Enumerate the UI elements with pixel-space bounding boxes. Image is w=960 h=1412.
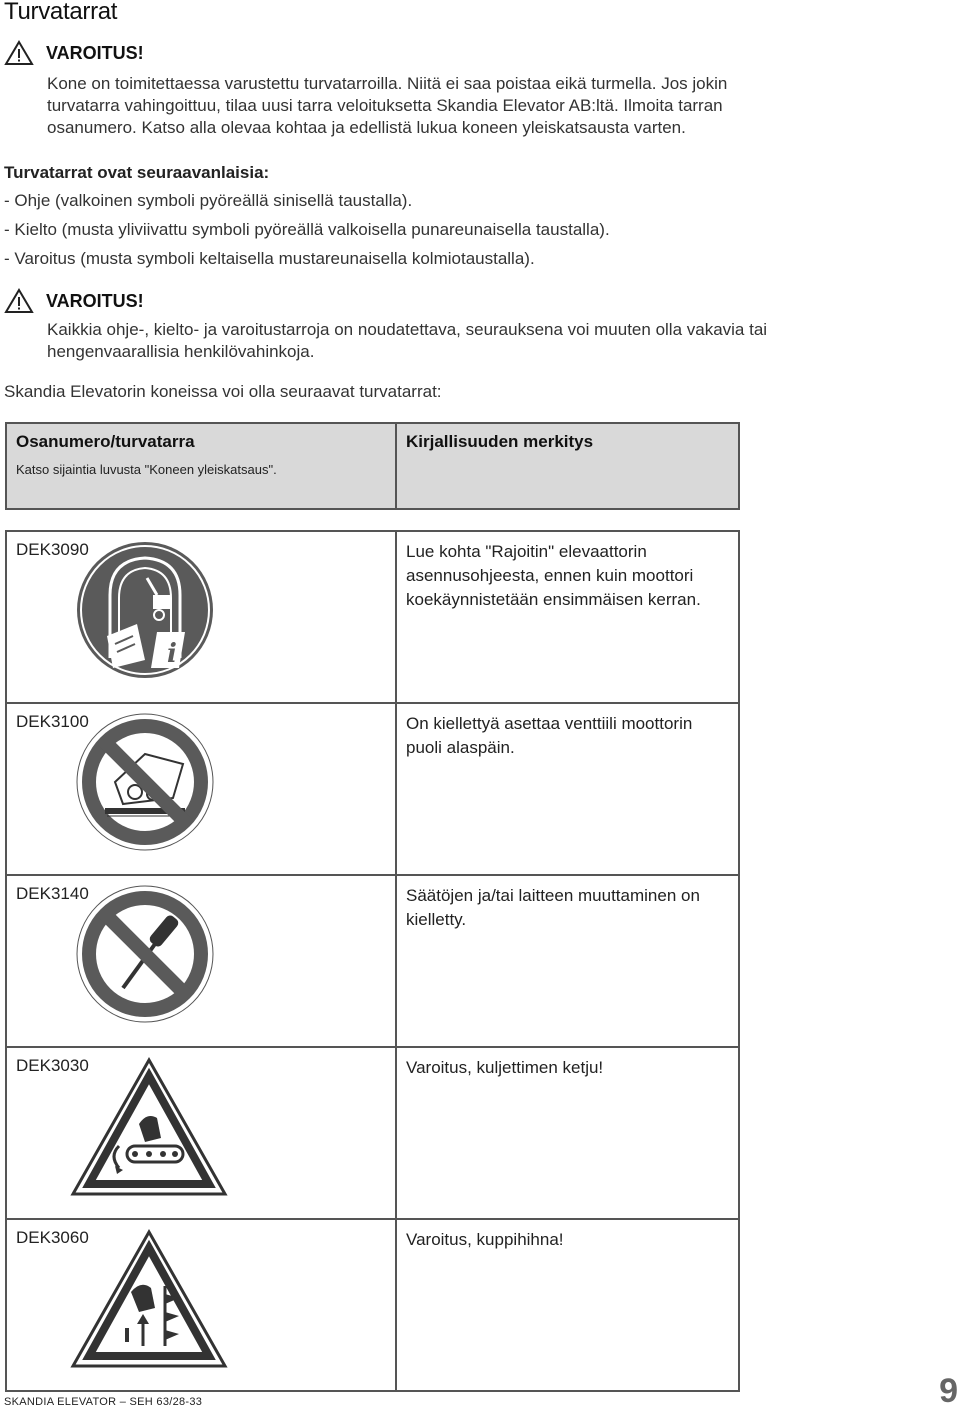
manual-info-icon (75, 540, 215, 680)
warning-line: hengenvaarallisia henkilövahinkoja. (47, 342, 315, 361)
page-number: 9 (939, 1372, 958, 1410)
warning-heading (4, 288, 144, 314)
warning-label: VAROITUS! (46, 290, 144, 311)
warning-label: VAROITUS! (46, 42, 144, 63)
part-cell (6, 531, 396, 703)
part-cell (6, 1219, 396, 1391)
warning-triangle-icon (4, 40, 34, 66)
meaning-text: Säätöjen ja/tai laitteen muuttaminen on kielletty. (406, 886, 700, 929)
table-spacer (6, 509, 739, 531)
warning-text (47, 319, 907, 363)
warning-line: osanumero. Katso alla olevaa kohtaa ja edellistä lukua koneen yleiskatsausta varten. (47, 118, 686, 137)
meaning-text: Varoitus, kuppihihna! (406, 1230, 564, 1249)
header-part-label: Osanumero/turvatarra (16, 432, 195, 451)
part-number: DEK3090 (16, 540, 89, 559)
part-number: DEK3100 (16, 712, 89, 731)
table-row (6, 1047, 739, 1219)
svg-text:i: i (167, 639, 177, 669)
meaning-cell (396, 875, 739, 1047)
header-part-cell (6, 423, 396, 509)
types-item: - Ohje (valkoinen symboli pyöreällä sinisellä taustalla). (4, 191, 413, 210)
warning-line: turvatarra vahingoittuu, tilaa uusi tarra veloituksetta Skandia Elevator AB:ltä. Ilmoita tarran (47, 96, 723, 115)
meaning-text: Lue kohta "Rajoitin" elevaattorin asennusohjeesta, ennen kuin moottori koekäynnistetään ensimmäisen kerran. (406, 542, 701, 609)
bucket-belt-hazard-icon (69, 1228, 229, 1370)
part-cell (6, 703, 396, 875)
table-row (6, 531, 739, 703)
header-meaning-cell (396, 423, 739, 509)
meaning-text: On kiellettyä asettaa venttiili moottorin puoli alaspäin. (406, 714, 693, 757)
warning-heading (4, 40, 144, 66)
header-part-sub: Katso sijaintia luvusta "Koneen yleiskatsaus". (16, 462, 277, 477)
meaning-cell (396, 703, 739, 875)
table-header-row (6, 423, 739, 509)
meaning-cell (396, 1219, 739, 1391)
types-item: - Varoitus (musta symboli keltaisella mustareunaisella kolmiotaustalla). (4, 249, 535, 268)
part-number: DEK3140 (16, 884, 89, 903)
chain-hazard-icon (69, 1056, 229, 1198)
part-cell (6, 875, 396, 1047)
header-meaning-label: Kirjallisuuden merkitys (406, 432, 594, 451)
warning-triangle-icon (4, 288, 34, 314)
table-row (6, 875, 739, 1047)
page-title: Turvatarrat (4, 0, 118, 25)
table-row (6, 1219, 739, 1391)
warning-line: Kone on toimitettaessa varustettu turvatarroilla. Niitä ei saa poistaa eikä turmella. Jos jokin (47, 74, 728, 93)
footer-text: SKANDIA ELEVATOR – SEH 63/28-33 (4, 1396, 203, 1408)
warning-line: Kaikkia ohje-, kielto- ja varoitustarroja on noudatettava, seurauksena voi muuten olla vakavia tai (47, 320, 768, 339)
part-number: DEK3030 (16, 1056, 89, 1075)
meaning-cell (396, 531, 739, 703)
safety-labels-table (5, 422, 740, 1392)
meaning-text: Varoitus, kuljettimen ketju! (406, 1058, 604, 1077)
table-intro: Skandia Elevatorin koneissa voi olla seuraavat turvatarrat: (4, 382, 442, 401)
table-row (6, 703, 739, 875)
types-item: - Kielto (musta yliviivattu symboli pyöreällä valkoisella punareunaisella taustalla). (4, 220, 610, 239)
part-cell (6, 1047, 396, 1219)
warning-text (47, 73, 907, 139)
part-number: DEK3060 (16, 1228, 89, 1247)
meaning-cell (396, 1047, 739, 1219)
types-heading: Turvatarrat ovat seuraavanlaisia: (4, 163, 270, 182)
no-valve-motor-down-icon (75, 712, 215, 852)
no-screwdriver-icon (75, 884, 215, 1024)
